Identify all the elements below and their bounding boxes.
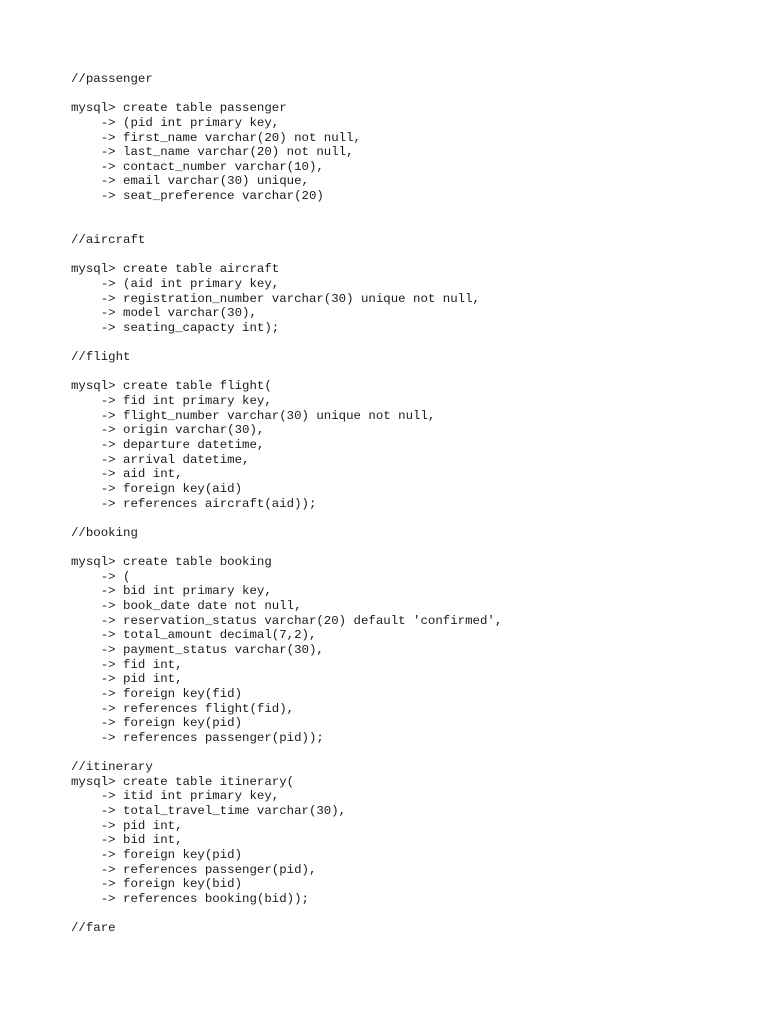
- code-line: -> references booking(bid));: [71, 891, 309, 906]
- code-line: //itinerary: [71, 760, 153, 775]
- code-line: -> bid int primary key,: [71, 584, 272, 599]
- code-line: -> foreign key(aid): [71, 481, 243, 496]
- code-line: mysql> create table itinerary(: [71, 774, 295, 789]
- code-line: mysql> create table flight(: [71, 379, 272, 394]
- code-line: -> registration_number varchar(30) unique not null,: [71, 291, 480, 306]
- code-line: -> (: [71, 569, 131, 584]
- code-line: -> foreign key(pid): [71, 716, 243, 731]
- code-line: [71, 87, 502, 102]
- code-line: -> seat_preference varchar(20): [71, 189, 324, 204]
- code-line: -> total_travel_time varchar(30),: [71, 804, 347, 819]
- code-line: -> contact_number varchar(10),: [71, 159, 324, 174]
- code-line: [71, 745, 502, 760]
- code-line: [71, 511, 502, 526]
- code-line: -> total_amount decimal(7,2),: [71, 628, 317, 643]
- code-line: -> payment_status varchar(30),: [71, 642, 324, 657]
- code-line: -> departure datetime,: [71, 438, 265, 453]
- code-line: -> references passenger(pid),: [71, 862, 317, 877]
- code-line: -> references passenger(pid));: [71, 730, 324, 745]
- code-line: -> fid int,: [71, 657, 183, 672]
- code-line: //flight: [71, 350, 131, 365]
- code-line: -> reservation_status varchar(20) default 'confirmed',: [71, 613, 503, 628]
- code-line: -> foreign key(pid): [71, 847, 243, 862]
- code-line: -> origin varchar(30),: [71, 423, 265, 438]
- code-line: mysql> create table passenger: [71, 101, 287, 116]
- code-line: -> pid int,: [71, 818, 183, 833]
- code-line: [71, 248, 502, 263]
- code-line: -> bid int,: [71, 833, 183, 848]
- code-line: [71, 218, 502, 233]
- code-line: -> (pid int primary key,: [71, 115, 280, 130]
- code-line: -> foreign key(fid): [71, 686, 243, 701]
- code-line: -> flight_number varchar(30) unique not null,: [71, 408, 436, 423]
- code-line: -> references flight(fid),: [71, 701, 295, 716]
- code-line: -> arrival datetime,: [71, 452, 250, 467]
- code-line: [71, 204, 502, 219]
- code-line: mysql> create table booking: [71, 555, 272, 570]
- code-line: //passenger: [71, 72, 153, 86]
- code-line: //aircraft: [71, 233, 146, 248]
- code-line: //booking: [71, 525, 138, 540]
- code-line: [71, 365, 502, 380]
- code-line: -> first_name varchar(20) not null,: [71, 130, 361, 145]
- code-line: mysql> create table aircraft: [71, 262, 280, 277]
- code-line: [71, 541, 502, 556]
- code-line: -> book_date date not null,: [71, 599, 302, 614]
- code-line: -> fid int primary key,: [71, 394, 272, 409]
- code-line: -> itid int primary key,: [71, 789, 280, 804]
- code-line: -> (aid int primary key,: [71, 276, 280, 291]
- code-line: [71, 336, 502, 351]
- code-line: [71, 907, 502, 922]
- code-line: //fare: [71, 921, 116, 936]
- code-line: -> foreign key(bid): [71, 877, 243, 892]
- code-line: -> model varchar(30),: [71, 306, 257, 321]
- sql-code-listing: [71, 72, 502, 936]
- code-line: -> email varchar(30) unique,: [71, 174, 309, 189]
- code-line: -> pid int,: [71, 672, 183, 687]
- code-line: -> references aircraft(aid));: [71, 496, 317, 511]
- code-line: -> seating_capacty int);: [71, 320, 280, 335]
- code-line: -> last_name varchar(20) not null,: [71, 145, 354, 160]
- code-line: -> aid int,: [71, 467, 183, 482]
